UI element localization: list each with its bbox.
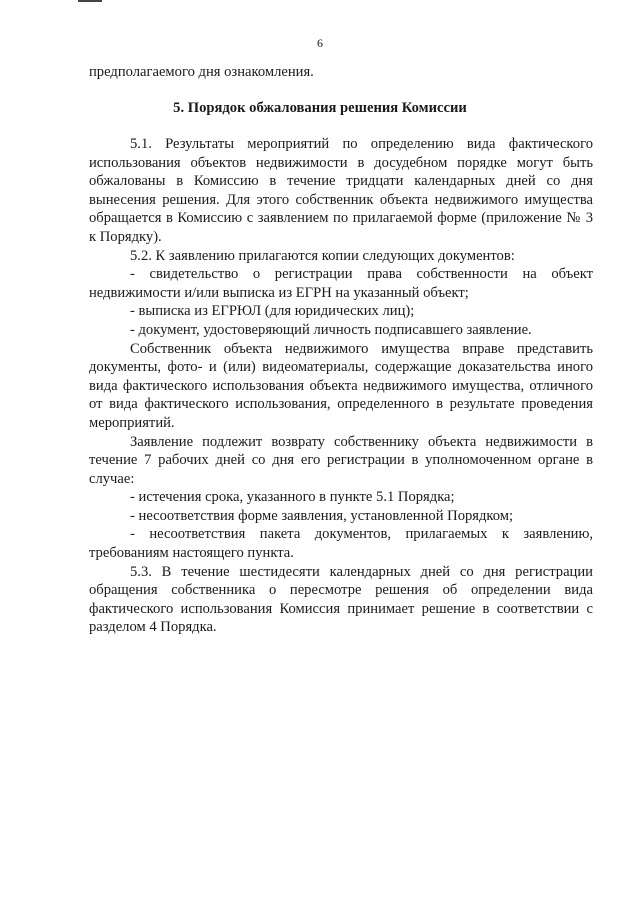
- paragraph-5-3: 5.3. В течение шестидесяти календарных дней со дня регистрации обращения собственника о пересмотре решения об определении вида фактического использования Комиссия принимает решение в соответствии с разделом 4 Порядка.: [89, 563, 593, 636]
- page-number: 6: [317, 36, 323, 50]
- list-item: - несоответствия пакета документов, прилагаемых к заявлению, требованиям настоящего пункта.: [89, 526, 593, 562]
- continuation-line: предполагаемого дня ознакомления.: [89, 64, 314, 80]
- paragraph-5-2: 5.2. К заявлению прилагаются копии следующих документов:: [130, 247, 515, 264]
- paragraph-5-1: 5.1. Результаты мероприятий по определению вида фактического использования объектов недвижимости в досудебном порядке могут быть обжалованы в Комиссию в течение тридцати календарных дней со дня вынесения решения. Для этого собственник объекта недвижимого имущества обращается в Комиссию с заявлением по прилагаемой форме (приложение № 3 к Порядку).: [89, 136, 593, 245]
- list-item: - документ, удостоверяющий личность подписавшего заявление.: [130, 321, 532, 338]
- list-item: - несоответствия форме заявления, установленной Порядком;: [130, 507, 514, 524]
- section-body: [89, 135, 593, 637]
- paragraph-return: Заявление подлежит возврату собственнику объекта недвижимости в течение 7 рабочих дней со дня его регистрации в уполномоченном органе в случае:: [89, 433, 593, 487]
- scan-mark: [78, 0, 102, 2]
- paragraph-evidence: Собственник объекта недвижимого имущества вправе представить документы, фото- и (или) видеоматериалы, содержащие доказательства иного вида фактического использования объекта недвижимого имущества, отличного от вида фактического использования, определенного в результате проведения мероприятий.: [89, 340, 593, 431]
- section-title: 5. Порядок обжалования решения Комиссии: [173, 100, 467, 116]
- list-item: - истечения срока, указанного в пункте 5.1 Порядка;: [130, 489, 455, 506]
- continuation-text: [89, 63, 593, 82]
- list-item: - свидетельство о регистрации права собственности на объект недвижимости и/или выписка из ЕГРН на указанный объект;: [89, 266, 593, 301]
- list-item: - выписка из ЕГРЮЛ (для юридических лиц);: [130, 303, 415, 320]
